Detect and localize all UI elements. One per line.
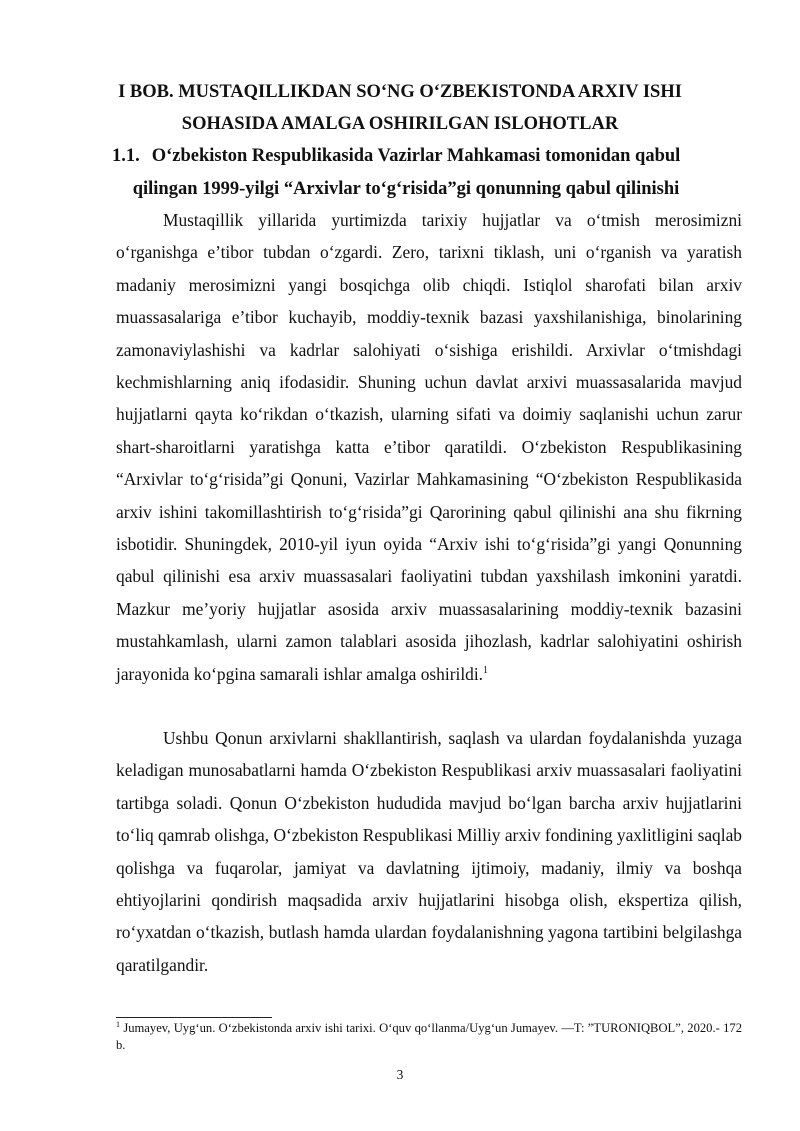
- footnote-separator: [116, 1017, 272, 1018]
- section-number: 1.1.: [112, 146, 140, 166]
- paragraph-2-text: Ushbu Qonun arxivlarni shakllantirish, saqlash va ulardan foydalanishda yuzaga keladigan munosabatlarni hamda O‘zbekiston Respublikasi arxiv muassasalari faoliyatini tartibga soladi. Qonun O‘zbekiston hududida mavjud bo‘lgan barcha arxiv hujjatlarini to‘liq qamrab olishga, O‘zbekiston Respublikasi Milliy arxiv fondining yaxlitligini saqlab qolishga va fuqarolar, jamiyat va davlatning ijtimoiy, madaniy, ilmiy va boshqa ehtiyojlarini qondirish maqsadida arxiv hujjatlarini hisobga olish, ekspertiza qilish, ro‘yxatdan o‘tkazish, butlash hamda ulardan foydalanishning yagona tartibini belgilashga qaratilgandir.: [116, 728, 742, 975]
- paragraph-1: [116, 204, 742, 690]
- footnote-reference[interactable]: 1: [483, 664, 489, 676]
- section-heading: [112, 140, 700, 206]
- page-number: 3: [396, 1067, 404, 1082]
- footnote-text: Jumayev, Uyg‘un. O‘zbekistonda arxiv ishi tarixi. O‘quv qo‘llanma/Uyg‘un Jumayev. —T: ”TURONIQBOL”, 2020.- 172 b.: [116, 1021, 742, 1052]
- section-title-line1: O‘zbekiston Respublikasida Vazirlar Mahkamasi tomonidan qabul: [151, 146, 681, 166]
- footnote: [116, 1020, 742, 1054]
- paragraph-2: [116, 722, 742, 981]
- chapter-title-line2: SOHASIDA AMALGA OSHIRILGAN ISLOHOTLAR: [181, 114, 619, 134]
- chapter-title: [100, 76, 700, 140]
- section-title-line2: qilingan 1999-yilgi “Arxivlar to‘g‘risida”gi qonunning qabul qilinishi: [132, 179, 680, 199]
- chapter-title-line1: I BOB. MUSTAQILLIKDAN SO‘NG O‘ZBEKISTONDA ARXIV ISHI: [118, 82, 682, 102]
- footnote-marker: 1: [116, 1019, 120, 1029]
- paragraph-1-text: Mustaqillik yillarida yurtimizda tarixiy hujjatlar va o‘tmish merosimizni o‘rganishga e’tibor tubdan o‘zgardi. Zero, tarixni tiklash, uni o‘rganish va yaratish madaniy merosimizni yangi bosqichga olib chiqdi. Istiqlol sharofati bilan arxiv muassasalariga e’tibor kuchayib, moddiy-texnik bazasi yaxshilanishiga, binolarining zamonaviylashishi va kadrlar salohiyati o‘sishiga erishildi. Arxivlar o‘tmishdagi kechmishlarning aniq ifodasidir. Shuning uchun davlat arxivi muassasalarida mavjud hujjatlarni qayta ko‘rikdan o‘tkazish, ularning sifati va doimiy saqlanishi uchun zarur shart-sharoitlarni yaratishga katta e’tibor qaratildi. O‘zbekiston Respublikasining “Arxivlar to‘g‘risida”gi Qonuni, Vazirlar Mahkamasining “O‘zbekiston Respublikasida arxiv ishini takomillashtirish to‘g‘risida”gi Qarorining qabul qilinishi ana shu fikrning isbotidir. Shuningdek, 2010-yil iyun oyida “Arxiv ishi to‘g‘risida”gi yangi Qonunning qabul qilinishi esa arxiv muassasalari faoliyatini tubdan yaxshilash imkonini yaratdi. Mazkur me’yoriy hujjatlar asosida arxiv muassasalarining moddiy-texnik bazasini mustahkamlash, ularni zamon talablari asosida jihozlash, kadrlar salohiyatini oshirish jarayonida ko‘pgina samarali ishlar amalga oshirildi.: [116, 210, 742, 684]
